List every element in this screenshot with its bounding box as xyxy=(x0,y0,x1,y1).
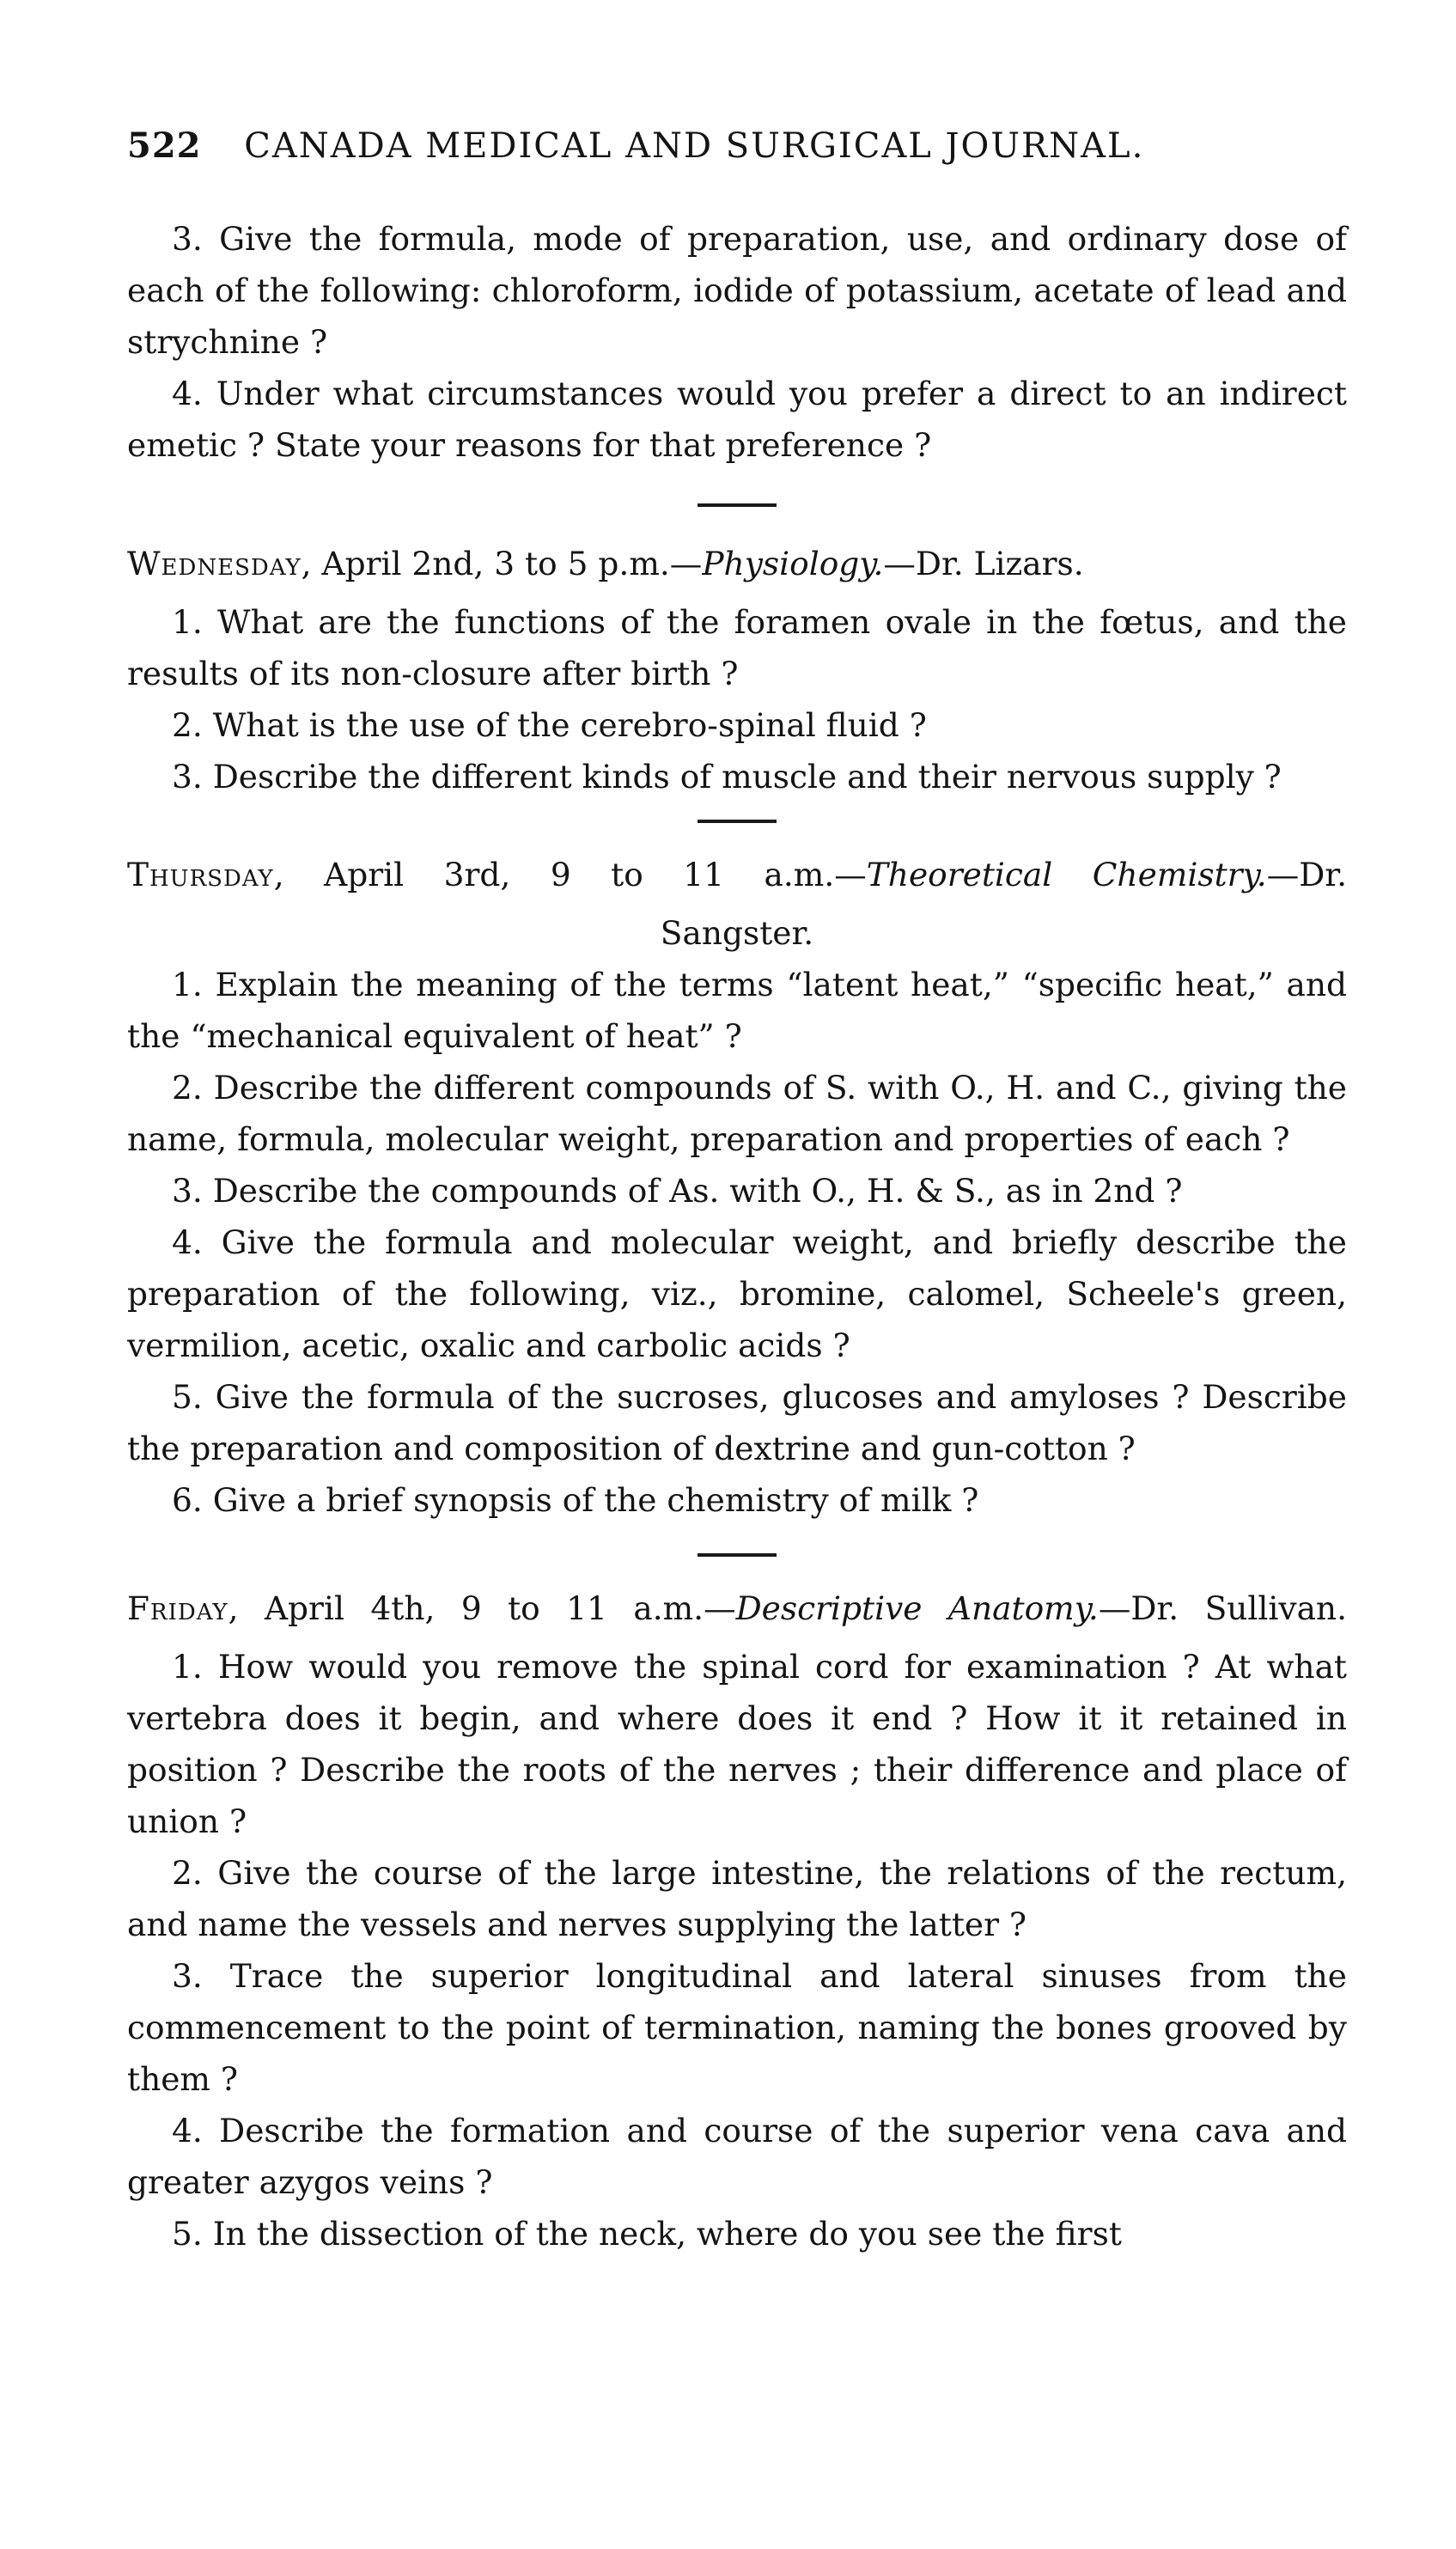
question-item: 4. Give the formula and molecular weight, and briefly describe the preparation of the following, viz., bromine, calomel, Scheele's green, vermilion, acetic, oxalic and carbolic acids ? xyxy=(127,1223,1347,1364)
exam-time: , April 2nd, 3 to 5 p.m.— xyxy=(301,545,703,582)
question-item: 2. Describe the different compounds of S. with O., H. and C., giving the name, formula, molecular weight, preparation and properties of each ? xyxy=(127,1069,1347,1158)
section-divider xyxy=(698,503,777,507)
question-item: 1. What are the functions of the foramen ovale in the fœtus, and the results of its non-closure after birth ? xyxy=(127,603,1347,692)
exam-examiner: —Dr. Sullivan. xyxy=(1098,1589,1348,1627)
exam-examiner: —Dr. xyxy=(1266,856,1347,893)
question-item: 5. In the dissection of the neck, where do you see the first xyxy=(172,2215,1122,2253)
question-item: 3. Trace the superior longitudinal and lateral sinuses from the commencement to the point of termination, naming the bones grooved by them ? xyxy=(127,1957,1347,2098)
exam-subject: Descriptive Anatomy. xyxy=(735,1589,1099,1627)
exam-time: , April 4th, 9 to 11 a.m.— xyxy=(228,1589,736,1627)
question-item: 3. Describe the different kinds of muscle and their nervous supply ? xyxy=(172,758,1282,796)
question-item: 2. What is the use of the cerebro-spinal fluid ? xyxy=(172,706,927,744)
exam-examiner-continuation: Sangster. xyxy=(660,914,814,952)
question-item: 5. Give the formula of the sucroses, glucoses and amyloses ? Describe the preparation and composition of dextrine and gun-cotton ? xyxy=(127,1378,1347,1467)
text-column xyxy=(127,213,1347,2259)
question-item: 1. How would you remove the spinal cord for examination ? At what vertebra does it begin, and where does it end ? How it it retained in position ? Describe the roots of the nerves ; their difference and place of union ? xyxy=(127,1648,1347,1840)
running-header xyxy=(127,125,1347,166)
exam-examiner: —Dr. Lizars. xyxy=(883,545,1084,582)
exam-day: Thursday xyxy=(127,856,274,893)
page-number: 522 xyxy=(127,125,202,166)
question-item: 4. Describe the formation and course of the superior vena cava and greater azygos veins ? xyxy=(127,2112,1347,2201)
exam-heading-anatomy xyxy=(127,1582,1347,1634)
exam-time: , April 3rd, 9 to 11 a.m.— xyxy=(273,856,867,893)
exam-subject: Theoretical Chemistry. xyxy=(866,856,1267,893)
journal-title: CANADA MEDICAL AND SURGICAL JOURNAL. xyxy=(244,126,1145,166)
question-item: 2. Give the course of the large intestine, the relations of the rectum, and name the vessels and nerves supplying the latter ? xyxy=(127,1854,1347,1943)
question-item: 6. Give a brief synopsis of the chemistry of milk ? xyxy=(172,1481,979,1519)
section-divider xyxy=(698,820,777,823)
exam-day: Wednesday xyxy=(127,545,302,582)
exam-subject: Physiology. xyxy=(702,545,884,582)
section-divider xyxy=(698,1553,777,1557)
question-item: 4. Under what circumstances would you prefer a direct to an indirect emetic ? State your reasons for that preference ? xyxy=(127,375,1347,464)
question-item: 1. Explain the meaning of the terms “latent heat,” “specific heat,” and the “mechanical equivalent of heat” ? xyxy=(127,966,1347,1055)
question-item: 3. Describe the compounds of As. with O., H. & S., as in 2nd ? xyxy=(172,1172,1183,1210)
exam-day: Friday xyxy=(127,1589,228,1627)
question-item: 3. Give the formula, mode of preparation, use, and ordinary dose of each of the following: chloroform, iodide of potassium, acetate of lead and strychnine ? xyxy=(127,220,1347,361)
exam-heading-chemistry xyxy=(127,849,1347,900)
exam-heading-physiology xyxy=(127,538,1347,589)
